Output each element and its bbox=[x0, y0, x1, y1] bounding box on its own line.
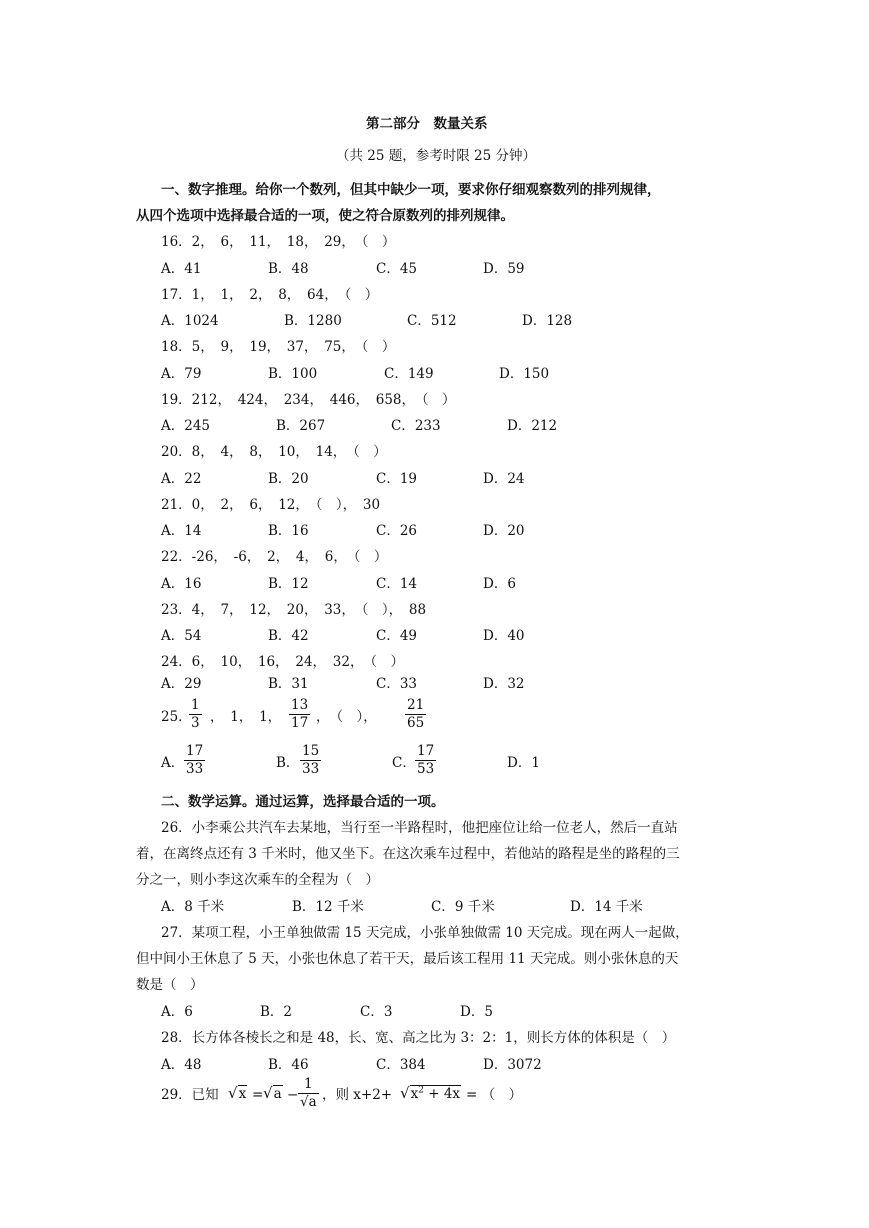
fraction-denominator: 65 bbox=[407, 715, 425, 731]
fraction-numerator: 13 bbox=[291, 697, 309, 713]
question-17-option-d: D．128 bbox=[522, 313, 573, 329]
question-21-option-b: B．16 bbox=[268, 523, 309, 539]
fraction-denominator: 33 bbox=[302, 761, 320, 777]
fraction-denominator: 17 bbox=[291, 715, 309, 731]
question-19-option-a: A．245 bbox=[161, 418, 211, 434]
question-25-fraction-2 bbox=[289, 697, 310, 732]
question-20-option-c: C．19 bbox=[376, 471, 418, 487]
fraction-numerator: 1 bbox=[191, 697, 200, 713]
question-27-line3: 数是（ ） bbox=[136, 977, 204, 993]
question-24-option-b: B．31 bbox=[268, 676, 309, 692]
question-21-stem: 21．0， 2， 6， 12， （ ）， 30 bbox=[161, 497, 381, 513]
question-25-option-c-fraction bbox=[415, 743, 436, 778]
radicand bbox=[410, 1085, 461, 1102]
question-28-line1: 28．长方体各棱长之和是 48，长、宽、高之比为 3：2：1，则长方体的体积是（ ） bbox=[161, 1030, 676, 1046]
radicand: a bbox=[308, 1094, 317, 1110]
question-17-option-a: A．1024 bbox=[161, 313, 219, 329]
question-29-middle: ，则 x+2+ bbox=[322, 1087, 393, 1103]
question-25-fraction-1 bbox=[189, 697, 202, 732]
question-16-option-d: D．59 bbox=[483, 261, 525, 277]
question-26-option-c: C．9 千米 bbox=[431, 899, 495, 915]
question-16-option-c: C．45 bbox=[376, 261, 418, 277]
question-27-option-a: A．6 bbox=[161, 1004, 193, 1020]
question-25-option-b: B． bbox=[276, 755, 300, 771]
question-20-stem: 20．8， 4， 8， 10， 14， （ ） bbox=[161, 444, 387, 460]
question-26-line2: 着，在离终点还有 3 千米时，他又坐下。在这次乘车过程中，若他站的路程是坐的路程的三 bbox=[136, 846, 680, 862]
question-26-option-a: A．8 千米 bbox=[161, 899, 225, 915]
fraction-denominator bbox=[298, 1094, 319, 1111]
question-29-sqrt-expression bbox=[400, 1084, 461, 1102]
question-25-option-a-fraction bbox=[184, 743, 205, 778]
radicand-term: x bbox=[410, 1086, 419, 1102]
sqrt-icon: √ bbox=[228, 1084, 238, 1102]
question-16-option-a: A．41 bbox=[161, 261, 202, 277]
question-24-option-a: A．29 bbox=[161, 676, 202, 692]
question-17-stem: 17．1， 1， 2， 8， 64， （ ） bbox=[161, 287, 379, 303]
question-29-sqrt-a bbox=[263, 1084, 283, 1102]
question-22-option-c: C．14 bbox=[376, 576, 418, 592]
question-26-option-b: B．12 千米 bbox=[292, 899, 364, 915]
question-26-line3: 分之一，则小李这次乘车的全程为（ ） bbox=[136, 872, 379, 888]
exponent: 2 bbox=[418, 1085, 424, 1096]
fraction-denominator: 3 bbox=[191, 715, 200, 731]
question-29-prefix: 29．已知 bbox=[161, 1087, 219, 1103]
question-23-option-c: C．49 bbox=[376, 628, 418, 644]
question-21-option-d: D．20 bbox=[483, 523, 525, 539]
question-26-line1: 26．小李乘公共汽车去某地，当行至一半路程时，他把座位让给一位老人，然后一直站 bbox=[161, 820, 678, 836]
page-title: 第二部分 数量关系 bbox=[366, 116, 488, 132]
question-24-option-d: D．32 bbox=[483, 676, 525, 692]
question-27-option-c: C．3 bbox=[360, 1004, 393, 1020]
question-27-option-b: B．2 bbox=[260, 1004, 293, 1020]
section1-intro-line1: 一、数字推理。给你一个数列，但其中缺少一项，要求你仔细观察数列的排列规律， bbox=[161, 182, 661, 198]
question-28-option-d: D．3072 bbox=[483, 1057, 542, 1073]
question-21-option-c: C．26 bbox=[376, 523, 418, 539]
question-28-option-b: B．46 bbox=[268, 1057, 309, 1073]
question-27-line1: 27．某项工程，小王单独做需 15 天完成，小张单独做需 10 天完成。现在两人一起做， bbox=[161, 925, 689, 941]
question-27-option-d: D．5 bbox=[460, 1004, 493, 1020]
sqrt-icon: √ bbox=[263, 1084, 273, 1102]
fraction-numerator: 15 bbox=[302, 743, 320, 759]
question-29-tail: = （ ） bbox=[466, 1087, 523, 1103]
radicand: x bbox=[238, 1086, 247, 1102]
question-26-option-d: D．14 千米 bbox=[570, 899, 643, 915]
sqrt-icon: √ bbox=[300, 1094, 309, 1110]
fraction-numerator: 17 bbox=[186, 743, 204, 759]
question-18-option-c: C．149 bbox=[384, 366, 434, 382]
question-19-stem: 19．212， 424， 234， 446， 658， （ ） bbox=[161, 392, 456, 408]
question-21-option-a: A．14 bbox=[161, 523, 202, 539]
question-18-stem: 18．5， 9， 19， 37， 75， （ ） bbox=[161, 339, 396, 355]
question-23-stem: 23．4， 7， 12， 20， 33， （ ）， 88 bbox=[161, 602, 427, 618]
question-27-line2: 但中间小王休息了 5 天，小张也休息了若干天，最后该工程用 11 天完成。则小张休息的天 bbox=[136, 951, 679, 967]
question-22-option-a: A．16 bbox=[161, 576, 202, 592]
radicand-term: + 4x bbox=[423, 1086, 461, 1102]
radicand: a bbox=[273, 1086, 282, 1102]
question-25-option-b-fraction bbox=[300, 743, 321, 778]
fraction-numerator: 1 bbox=[298, 1076, 319, 1094]
question-29-equals: = bbox=[252, 1087, 264, 1103]
question-19-option-c: C．233 bbox=[391, 418, 441, 434]
question-18-option-b: B．100 bbox=[268, 366, 318, 382]
question-22-option-d: D．6 bbox=[483, 576, 516, 592]
question-25-option-a: A． bbox=[161, 755, 185, 771]
question-28-option-a: A．48 bbox=[161, 1057, 202, 1073]
question-16-option-b: B．48 bbox=[268, 261, 309, 277]
question-20-option-a: A．22 bbox=[161, 471, 202, 487]
question-23-option-b: B．42 bbox=[268, 628, 309, 644]
fraction-denominator: 33 bbox=[186, 761, 204, 777]
fraction-numerator: 21 bbox=[407, 697, 425, 713]
question-24-stem: 24．6， 10， 16， 24， 32， （ ） bbox=[161, 654, 404, 670]
question-25-middle: ， 1， 1， bbox=[210, 709, 282, 725]
question-23-option-d: D．40 bbox=[483, 628, 525, 644]
question-18-option-a: A．79 bbox=[161, 366, 202, 382]
question-19-option-b: B．267 bbox=[276, 418, 326, 434]
fraction-numerator: 17 bbox=[417, 743, 435, 759]
question-22-option-b: B．12 bbox=[268, 576, 309, 592]
question-18-option-d: D．150 bbox=[499, 366, 550, 382]
question-25-option-d: D．1 bbox=[507, 755, 540, 771]
question-29-minus: − bbox=[287, 1087, 299, 1103]
question-28-option-c: C．384 bbox=[376, 1057, 426, 1073]
section1-intro-line2: 从四个选项中选择最合适的一项，使之符合原数列的排列规律。 bbox=[136, 208, 514, 224]
section2-heading: 二、数学运算。通过运算，选择最合适的一项。 bbox=[161, 794, 445, 810]
question-24-option-c: C．33 bbox=[376, 676, 418, 692]
question-23-option-a: A．54 bbox=[161, 628, 202, 644]
question-16-stem: 16．2， 6， 11， 18， 29， （ ） bbox=[161, 234, 396, 250]
question-25-prefix: 25． bbox=[161, 709, 192, 725]
question-19-option-d: D．212 bbox=[507, 418, 558, 434]
sqrt-icon: √ bbox=[400, 1084, 410, 1102]
question-29-fraction bbox=[298, 1076, 319, 1111]
fraction-denominator: 53 bbox=[417, 761, 435, 777]
page-subtitle: （共 25 题，参考时限 25 分钟） bbox=[336, 148, 537, 164]
question-20-option-b: B．20 bbox=[268, 471, 309, 487]
question-29-sqrt-x bbox=[228, 1084, 247, 1102]
question-20-option-d: D．24 bbox=[483, 471, 525, 487]
question-25-gap: ， （ ）， bbox=[316, 709, 377, 725]
question-17-option-c: C．512 bbox=[407, 313, 457, 329]
question-17-option-b: B．1280 bbox=[284, 313, 342, 329]
question-25-option-c: C． bbox=[392, 755, 416, 771]
question-25-fraction-3 bbox=[405, 697, 426, 732]
question-22-stem: 22．-26， -6， 2， 4， 6， （ ） bbox=[161, 549, 388, 565]
